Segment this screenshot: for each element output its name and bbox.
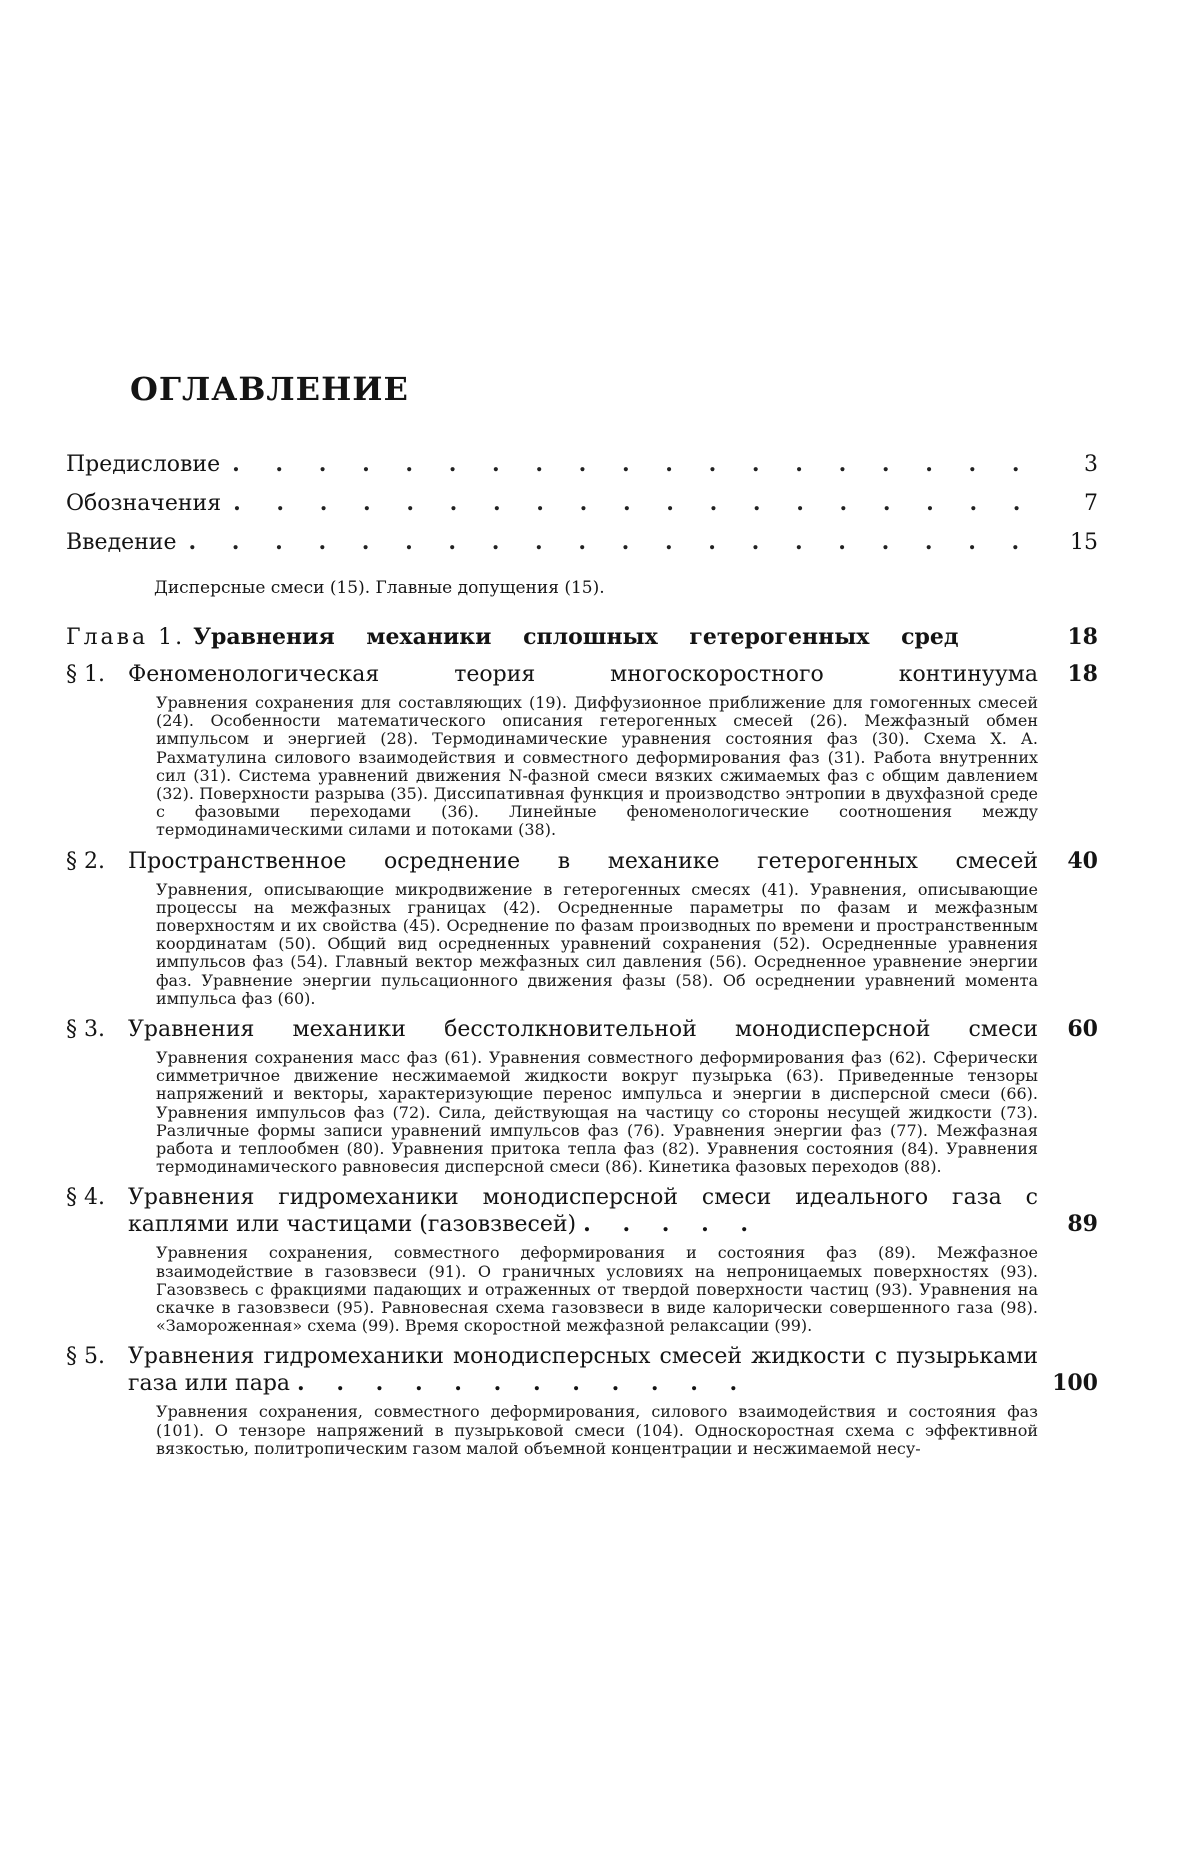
toc-entry-section-2[interactable] (66, 848, 1098, 1008)
section-number: § 5. (66, 1344, 105, 1370)
toc-page-number: 15 (1070, 530, 1098, 555)
section-heading (66, 1016, 1098, 1043)
toc-entry-label: Предисловие (66, 452, 221, 477)
table-of-contents (66, 445, 1098, 1466)
toc-page-number: 18 (1067, 624, 1098, 650)
section-heading (66, 1343, 1098, 1397)
section-title (128, 1184, 1038, 1238)
dot-leader (232, 445, 1030, 483)
section-description: Уравнения сохранения, совместного деформирования, силового взаимодействия и состояния фаз (101). О тензоре напряжений в пузырьковой смеси (104). Односкоростная схема с эффективной вязкостью, политропическим газом малой объемной концентрации и несжимаемой несу- (156, 1402, 1038, 1458)
toc-entry-section-5[interactable] (66, 1343, 1098, 1458)
dot-leader: . . . . . . . . . . . . (297, 1370, 750, 1397)
toc-entry-section-4[interactable] (66, 1184, 1098, 1335)
section-title-text: Уравнения гидромеханики монодисперсной смеси идеального газа с каплями или частицами (газовзвесей) (128, 1185, 1038, 1238)
section-number: § 4. (66, 1185, 105, 1211)
toc-page-number: 7 (1084, 491, 1098, 516)
dot-leader (188, 523, 1030, 561)
toc-page-number: 89 (1067, 1211, 1098, 1238)
toc-title: ОГЛАВЛЕНИЕ (130, 370, 409, 408)
dot-leader: . . . . . (583, 1211, 761, 1238)
toc-page-number: 40 (1067, 847, 1098, 874)
toc-entry-label: Введение (66, 530, 177, 555)
chapter-title: Уравнения механики сплошных гетерогенных сред (193, 624, 959, 650)
section-description: Уравнения сохранения для составляющих (19). Диффузионное приближение для гомогенных смесей (24). Особенности математического описания гетерогенных смесей (26). Межфазный обмен импульсом и энергией (28). Термодинамические уравнения состояния фаз (30). Схема Х. А. Рахматулина силового взаимодействия и совместного деформирования фаз (31). Работа внутренних сил (31). Система уравнений движения N-фазной смеси вязких сжимаемых фаз с общим давлением (32). Поверхности разрыва (35). Диссипативная функция и производство энтропии в двухфазной среде с фазовыми переходами (36). Линейные феноменологические соотношения между термодинамическими силами и потоками (38). (156, 693, 1038, 840)
toc-page-number: 60 (1067, 1016, 1098, 1043)
section-title-text: Уравнения гидромеханики монодисперсных смесей жидкости с пузырьками газа или пара (128, 1344, 1038, 1397)
section-description: Уравнения сохранения масс фаз (61). Уравнения совместного деформирования фаз (62). Сферически симметричное движение несжимаемой жидкости вокруг пузырька (63). Приведенные тензоры напряжений и векторы, характеризующие перенос импульса и энергии в дисперсной смеси (66). Уравнения импульсов фаз (72). Сила, действующая на частицу со стороны несущей жидкости (73). Различные формы записи уравнений импульсов фаз (76). Уравнения энергии фаз (77). Межфазная работа и теплообмен (80). Уравнения притока тепла фаз (82). Уравнения состояния (84). Уравнения термодинамического равновесия дисперсной смеси (86). Кинетика фазовых переходов (88). (156, 1048, 1038, 1177)
section-title (128, 1343, 1038, 1397)
toc-entry-notation[interactable] (66, 484, 1098, 523)
introduction-description: Дисперсные смеси (15). Главные допущения (15). (154, 578, 605, 598)
section-title: Феноменологическая теория многоскоростного континуума (128, 662, 1038, 687)
section-heading (66, 661, 1098, 688)
dot-leader (233, 484, 1030, 522)
toc-entry-section-3[interactable] (66, 1016, 1098, 1176)
section-title: Уравнения механики бесстолкновительной монодисперсной смеси (128, 1017, 1038, 1043)
toc-entry-chapter-1[interactable] (66, 618, 1098, 657)
section-number: § 1. (66, 662, 105, 687)
toc-page-number: 100 (1052, 1370, 1098, 1397)
section-heading (66, 848, 1098, 875)
toc-entry-section-1[interactable] (66, 661, 1098, 840)
toc-entry-preface[interactable] (66, 445, 1098, 484)
section-heading (66, 1184, 1098, 1238)
section-title: Пространственное осреднение в механике гетерогенных смесей (128, 848, 1038, 874)
toc-entry-introduction[interactable] (66, 523, 1098, 562)
chapter-prefix: Глава 1. (66, 625, 186, 650)
section-description: Уравнения, описывающие микродвижение в гетерогенных смесях (41). Уравнения, описывающие процессы на межфазных границах (42). Осредненные параметры по фазам и межфазным поверхностям и их свойства (45). Осреднение по фазам производных по времени и пространственным координатам (50). Общий вид осредненных уравнений сохранения (52). Осредненные уравнения импульсов фаз (54). Главный вектор межфазных сил давления (56). Осредненное уравнение энергии фаз. Уравнение энергии пульсационного движения фазы (58). Об осреднении уравнений момента импульса фаз (60). (156, 879, 1038, 1008)
toc-page-number: 18 (1067, 661, 1098, 687)
section-description: Уравнения сохранения, совместного деформирования и состояния фаз (89). Межфазное взаимодействие в газовзвеси (91). О граничных условиях на непроницаемых поверхностях (93). Газовзвесь с фракциями падающих и отраженных от твердой поверхности частиц (93). Уравнения на скачке в газовзвеси (95). Равновесная схема газовзвеси в виде калорически совершенного газа (98). «Замороженная» схема (99). Время скоростной межфазной релаксации (99). (156, 1243, 1038, 1336)
toc-entry-label: Обозначения (66, 491, 222, 516)
toc-page-number: 3 (1084, 452, 1098, 477)
section-number: § 3. (66, 1017, 105, 1043)
section-number: § 2. (66, 848, 105, 874)
